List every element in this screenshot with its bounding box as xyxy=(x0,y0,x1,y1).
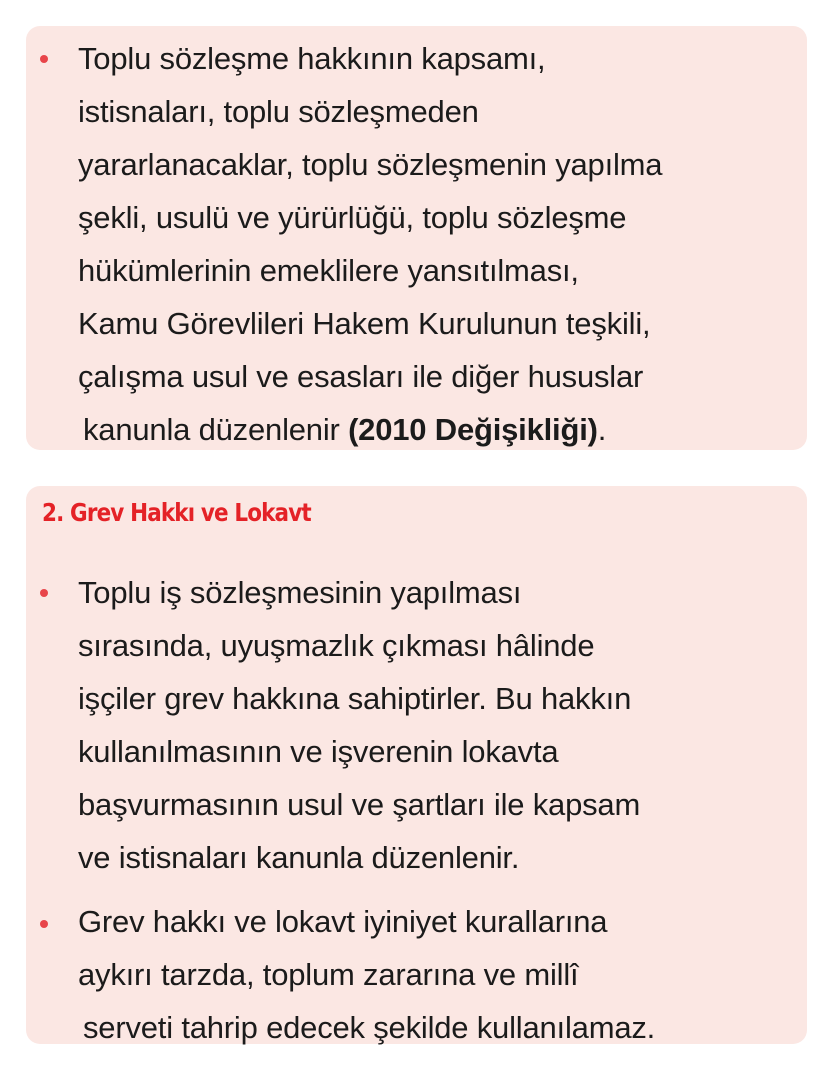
text-fragment: kanunla düzenlenir xyxy=(83,412,349,447)
info-card-strike-lockout xyxy=(26,486,807,1044)
section-heading: 2. Grev Hakkı ve Lokavt xyxy=(42,498,311,527)
info-card-collective-agreement xyxy=(26,26,807,450)
text-line: aykırı tarzda, toplum zararına ve millî xyxy=(78,957,579,992)
amendment-note: (2010 Değişikliği) xyxy=(348,412,598,447)
text-line: ve istisnaları kanunla düzenlenir. xyxy=(78,840,520,875)
text-line-last xyxy=(83,399,606,461)
text-line: Kamu Görevlileri Hakem Kurulunun teşkili, xyxy=(78,306,651,341)
text-line: işçiler grev hakkına sahiptirler. Bu hakkın xyxy=(78,681,632,716)
text-line: sırasında, uyuşmazlık çıkması hâlinde xyxy=(78,628,595,663)
text-line: hükümlerinin emeklilere yansıtılması, xyxy=(78,253,579,288)
text-line: çalışma usul ve esasları ile diğer hususlar xyxy=(78,359,644,394)
text-line: şekli, usulü ve yürürlüğü, toplu sözleşme xyxy=(78,200,627,235)
bullet-icon xyxy=(40,55,48,63)
text-line: kullanılmasının ve işverenin lokavta xyxy=(78,734,559,769)
text-line: başvurmasının usul ve şartları ile kapsam xyxy=(78,787,641,822)
text-fragment: . xyxy=(597,412,607,447)
text-line: Toplu iş sözleşmesinin yapılması xyxy=(78,575,522,610)
text-line: serveti tahrip edecek şekilde kullanılamaz. xyxy=(83,1010,656,1045)
text-line: Toplu sözleşme hakkının kapsamı, xyxy=(78,41,546,76)
bullet-icon xyxy=(40,920,48,928)
text-line: yararlanacaklar, toplu sözleşmenin yapılma xyxy=(78,147,663,182)
bullet-icon xyxy=(40,589,48,597)
text-line: Grev hakkı ve lokavt iyiniyet kurallarına xyxy=(78,904,608,939)
text-line: istisnaları, toplu sözleşmeden xyxy=(78,94,479,129)
